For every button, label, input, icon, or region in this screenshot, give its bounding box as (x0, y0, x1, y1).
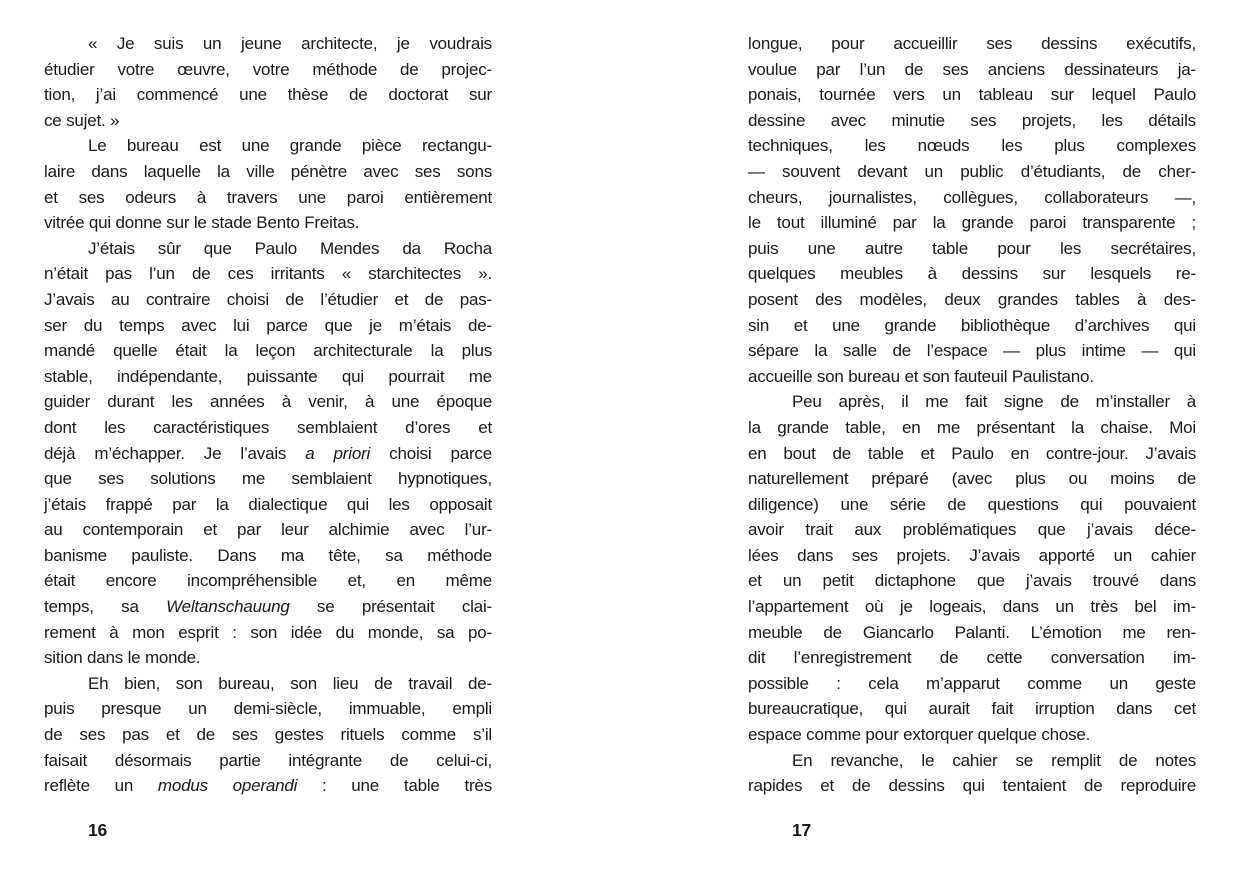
text-line (44, 338, 492, 364)
left-page-number: 16 (88, 820, 108, 840)
text-line (44, 31, 492, 57)
left-page (44, 0, 492, 886)
text-line (748, 185, 1196, 211)
text-line (748, 236, 1196, 262)
text-run: reflète un (44, 776, 158, 796)
text-run: dessine avec minutie ses projets, les détails (748, 110, 1196, 130)
right-page-number: 17 (792, 820, 812, 840)
text-line (44, 594, 492, 620)
text-run: J’avais au contraire choisi de l’étudier et de pas- (44, 289, 492, 309)
text-line (748, 287, 1196, 313)
text-line (44, 748, 492, 774)
text-run: de ses pas et de ses gestes rituels comme s’il (44, 725, 492, 745)
text-run: en bout de table et Paulo en contre-jour. J’avais (748, 443, 1196, 463)
text-run: la grande table, en me présentant la chaise. Moi (748, 417, 1196, 437)
text-run: au contemporain et par leur alchimie avec l’ur- (44, 520, 492, 540)
text-line (748, 364, 1196, 390)
text-line (748, 338, 1196, 364)
text-line (44, 236, 492, 262)
right-page-text (748, 31, 1196, 799)
text-line (748, 31, 1196, 57)
text-run: « Je suis un jeune architecte, je voudrais (88, 34, 492, 53)
text-line (748, 671, 1196, 697)
italic-text-run: modus operandi (157, 776, 298, 796)
text-run: ce sujet. » (44, 110, 120, 130)
text-run: choisi parce (370, 443, 492, 463)
text-run: laire dans laquelle la ville pénètre avec ses sons (44, 161, 492, 181)
text-run: puis presque un demi-siècle, immuable, empli (44, 699, 492, 719)
text-run: puis une autre table pour les secrétaires, (748, 238, 1196, 258)
text-line (44, 568, 492, 594)
text-line (748, 57, 1196, 83)
text-run: meuble de Giancarlo Palanti. L’émotion me ren- (748, 622, 1196, 642)
text-line (44, 364, 492, 390)
text-line (44, 773, 492, 799)
text-run: temps, sa (44, 597, 167, 617)
text-line (44, 108, 492, 134)
text-line (44, 492, 492, 518)
left-page-text (44, 31, 492, 799)
text-run: vitrée qui donne sur le stade Bento Freitas. (44, 213, 360, 233)
text-line (44, 543, 492, 569)
text-line (748, 261, 1196, 287)
right-page (748, 0, 1196, 886)
text-line (748, 620, 1196, 646)
text-run: posent des modèles, deux grandes tables à des- (748, 289, 1196, 309)
text-line (748, 210, 1196, 236)
text-run: mandé quelle était la leçon architecturale la plus (44, 341, 492, 361)
text-run: tion, j’ai commencé une thèse de doctorat sur (44, 85, 492, 105)
text-line (44, 133, 492, 159)
text-line (748, 722, 1196, 748)
text-run: stable, indépendante, puissante qui pourrait me (44, 366, 492, 386)
text-line (44, 313, 492, 339)
text-run: sépare la salle de l’espace — plus intime — qui (748, 341, 1196, 361)
text-run: guider durant les années à venir, à une époque (44, 392, 492, 412)
text-run: banisme pauliste. Dans ma tête, sa méthode (44, 545, 492, 565)
text-line (44, 696, 492, 722)
text-line (44, 415, 492, 441)
text-line (44, 185, 492, 211)
text-line (748, 568, 1196, 594)
text-line (748, 415, 1196, 441)
text-run: rapides et de dessins qui tentaient de reproduire (748, 776, 1196, 796)
text-run: cheurs, journalistes, collègues, collaborateurs —, (748, 187, 1196, 207)
text-run: et un petit dictaphone que j’avais trouvé dans (748, 571, 1196, 591)
text-line (748, 82, 1196, 108)
text-line (748, 517, 1196, 543)
text-line (748, 159, 1196, 185)
text-run: rement à mon esprit : son idée du monde, sa po- (44, 622, 492, 642)
text-line (44, 389, 492, 415)
text-run: le tout illuminé par la grande paroi transparente ; (748, 213, 1196, 233)
italic-text-run: Weltanschauung (166, 597, 290, 617)
text-line (748, 773, 1196, 799)
text-run: sin et une grande bibliothèque d’archives qui (748, 315, 1196, 335)
text-run: étudier votre œuvre, votre méthode de projec- (44, 59, 492, 79)
text-run: : une table très (297, 776, 492, 796)
text-line (44, 517, 492, 543)
text-run: quelques meubles à dessins sur lesquels re- (748, 264, 1196, 284)
text-line (748, 108, 1196, 134)
text-line (44, 466, 492, 492)
text-line (748, 543, 1196, 569)
text-run: possible : cela m’apparut comme un geste (748, 673, 1196, 693)
text-run: j’étais frappé par la dialectique qui les opposait (44, 494, 492, 514)
text-run: que ses solutions me semblaient hypnotiques, (44, 469, 492, 489)
text-run: et ses odeurs à travers une paroi entièrement (44, 187, 492, 207)
text-run: J’étais sûr que Paulo Mendes da Rocha (88, 238, 492, 258)
text-run: longue, pour accueillir ses dessins exécutifs, (748, 34, 1196, 53)
text-run: n’était pas l’un de ces irritants « starchitectes ». (44, 264, 492, 284)
italic-text-run: a priori (305, 443, 371, 463)
text-line (44, 722, 492, 748)
text-run: l’appartement où je logeais, dans un très bel im- (748, 597, 1196, 617)
text-run: lées dans ses projets. J’avais apporté un cahier (748, 545, 1196, 565)
text-line (748, 441, 1196, 467)
text-line (44, 261, 492, 287)
text-run: Peu après, il me fait signe de m’installer à (792, 392, 1196, 412)
text-run: ponais, tournée vers un tableau sur lequel Paulo (748, 85, 1196, 105)
text-line (44, 620, 492, 646)
text-line (44, 671, 492, 697)
text-line (748, 696, 1196, 722)
text-run: se présentait clai- (289, 597, 493, 617)
text-line (44, 287, 492, 313)
text-run: naturellement préparé (avec plus ou moins de (748, 469, 1196, 489)
text-line (748, 389, 1196, 415)
text-run: ser du temps avec lui parce que je m’étais de- (44, 315, 492, 335)
text-run: — souvent devant un public d’étudiants, de cher- (748, 161, 1196, 181)
text-line (748, 645, 1196, 671)
text-run: voulue par l’un de ses anciens dessinateurs ja- (748, 59, 1196, 79)
text-line (44, 57, 492, 83)
text-line (748, 594, 1196, 620)
text-run: techniques, les nœuds les plus complexes (748, 136, 1196, 156)
text-line (44, 159, 492, 185)
text-run: Eh bien, son bureau, son lieu de travail de- (88, 673, 492, 693)
text-line (748, 748, 1196, 774)
text-line (44, 441, 492, 467)
text-line (748, 313, 1196, 339)
text-run: diligence) une série de questions qui pouvaient (748, 494, 1196, 514)
text-run: En revanche, le cahier se remplit de notes (792, 750, 1196, 770)
text-line (44, 82, 492, 108)
text-line (748, 492, 1196, 518)
text-run: dit l’enregistrement de cette conversation im- (748, 648, 1196, 668)
text-run: espace comme pour extorquer quelque chose. (748, 725, 1091, 745)
text-line (748, 466, 1196, 492)
text-line (748, 133, 1196, 159)
text-run: était encore incompréhensible et, en même (44, 571, 492, 591)
text-run: bureaucratique, qui aurait fait irruption dans cet (748, 699, 1196, 719)
text-run: dont les caractéristiques semblaient d’ores et (44, 417, 492, 437)
text-run: Le bureau est une grande pièce rectangu- (88, 136, 492, 156)
text-run: faisait désormais partie intégrante de celui-ci, (44, 750, 492, 770)
text-run: accueille son bureau et son fauteuil Paulistano. (748, 366, 1094, 386)
text-run: déjà m’échapper. Je l’avais (44, 443, 306, 463)
text-run: sition dans le monde. (44, 648, 201, 668)
text-run: avoir trait aux problématiques que j’avais déce- (748, 520, 1196, 540)
text-line (44, 645, 492, 671)
text-line (44, 210, 492, 236)
